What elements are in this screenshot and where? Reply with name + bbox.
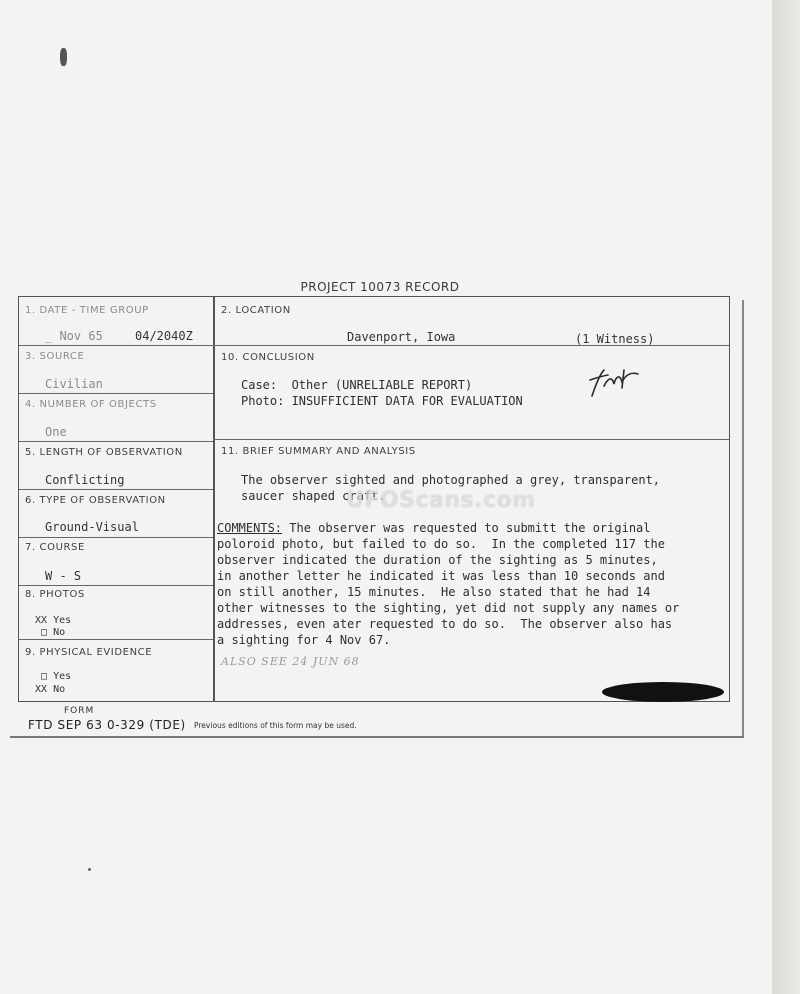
comments-line: on still another, 15 minutes. He also stated that he had 14: [217, 585, 651, 599]
type-of-observation-value: Ground-Visual: [45, 520, 139, 534]
row-divider: [19, 345, 213, 346]
witness-count: (1 Witness): [575, 332, 655, 346]
pencil-note: ALSO SEE 24 JUN 68: [221, 655, 360, 668]
course-value: W - S: [45, 569, 82, 583]
row-divider: [19, 393, 213, 394]
photos-yes-label: Yes: [53, 615, 72, 626]
evidence-no-mark: XX: [35, 684, 48, 695]
physical-evidence-label: 9. PHYSICAL EVIDENCE: [25, 647, 153, 658]
row-divider: [19, 489, 213, 490]
watermark-text: UFOScans.com: [346, 488, 536, 513]
comments-line: in another letter he indicated it was less than 10 seconds and: [217, 569, 665, 583]
photos-no-mark: □: [41, 627, 48, 638]
footer-form-code: FTD SEP 63 0-329 (TDE): [28, 718, 186, 732]
summary-line-2: saucer shaped craft.: [241, 489, 386, 503]
conclusion-label: 10. CONCLUSION: [221, 352, 315, 363]
comments-line: poloroid photo, but failed to do so. In the completed 117 the: [217, 537, 665, 551]
footer-form-label: FORM: [64, 706, 95, 716]
scan-edge: [772, 0, 800, 994]
handwritten-initials: [586, 366, 642, 400]
row-divider: [19, 639, 213, 640]
comments-label: COMMENTS:: [217, 521, 283, 535]
conclusion-photo: Photo: INSUFFICIENT DATA FOR EVALUATION: [241, 394, 523, 408]
length-of-observation-label: 5. LENGTH OF OBSERVATION: [25, 447, 183, 458]
footer-note: Previous editions of this form may be used.: [194, 721, 357, 730]
comments-line: a sighting for 4 Nov 67.: [217, 633, 391, 647]
comments-line: other witnesses to the sighting, yet did not supply any names or: [217, 601, 680, 615]
location-value: Davenport, Iowa: [347, 330, 456, 344]
comments-text-start: The observer was requested to submitt the original: [282, 521, 651, 535]
evidence-yes-label: Yes: [53, 671, 72, 682]
row-divider: [19, 585, 213, 586]
type-of-observation-label: 6. TYPE OF OBSERVATION: [25, 495, 166, 506]
evidence-no-checkbox: [35, 684, 65, 695]
date-time-group-label: 1. DATE - TIME GROUP: [25, 305, 149, 316]
number-of-objects-label: 4. NUMBER OF OBJECTS: [25, 399, 157, 410]
summary-label: 11. BRIEF SUMMARY AND ANALYSIS: [221, 446, 416, 457]
column-divider: [213, 297, 215, 701]
source-value: Civilian: [45, 377, 103, 391]
photos-yes-checkbox: [35, 615, 71, 626]
number-of-objects-value: One: [45, 425, 67, 439]
conclusion-case: Case: Other (UNRELIABLE REPORT): [241, 378, 473, 392]
comments-line: observer indicated the duration of the sighting as 5 minutes,: [217, 553, 658, 567]
date-value: _ Nov 65: [45, 329, 103, 343]
location-label: 2. LOCATION: [221, 305, 291, 316]
evidence-yes-mark: □: [41, 671, 48, 682]
time-value: 04/2040Z: [135, 329, 193, 343]
evidence-no-label: No: [53, 684, 66, 695]
photos-yes-mark: XX: [35, 615, 48, 626]
course-label: 7. COURSE: [25, 542, 85, 553]
footer-rule: [10, 736, 744, 738]
row-divider: [213, 439, 729, 440]
comments-line: addresses, even ater requested to do so. The observer also has: [217, 617, 673, 631]
ink-smudge: [60, 48, 67, 66]
speck: [88, 868, 91, 871]
row-divider: [19, 441, 213, 442]
comments-first-line: [217, 520, 651, 536]
photos-no-label: No: [53, 627, 66, 638]
form-title: PROJECT 10073 RECORD: [300, 280, 460, 294]
form-right-border: [742, 300, 744, 738]
photos-label: 8. PHOTOS: [25, 589, 85, 600]
summary-line-1: The observer sighted and photographed a grey, transparent,: [241, 473, 661, 487]
length-of-observation-value: Conflicting: [45, 473, 125, 487]
evidence-yes-checkbox: [41, 671, 71, 682]
photos-no-checkbox: [41, 627, 65, 638]
source-label: 3. SOURCE: [25, 351, 85, 362]
row-divider: [19, 537, 213, 538]
redaction-mark: [602, 682, 724, 702]
